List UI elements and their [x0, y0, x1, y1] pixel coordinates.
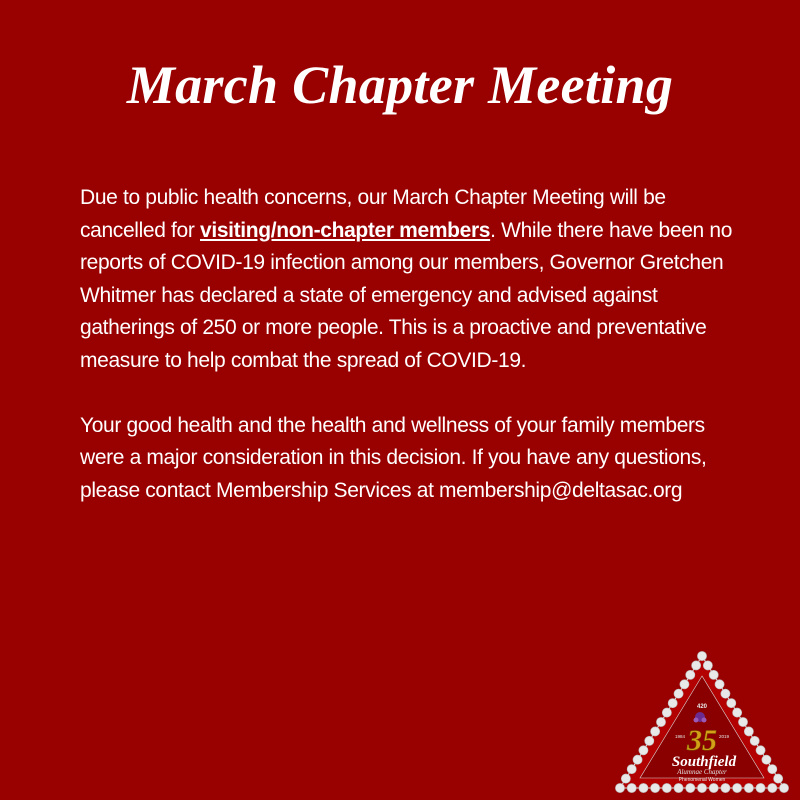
pearl [680, 680, 689, 689]
logo-chapter-name: Southfield [671, 754, 737, 770]
pearl [768, 783, 777, 792]
pearl [651, 783, 660, 792]
chapter-logo [612, 650, 792, 795]
emphasized-audience: visiting/non-chapter members [200, 218, 491, 242]
pearl [692, 661, 701, 670]
paragraph-cancellation-rest: . While there have been no reports of COVID-19 infection among our members, Governor Gretchen Whitmer has declared a state of emergency and advised against gatherings of 250 or more people. This is a proactive and preventative measure to help combat the spread of COVID-19. [80, 218, 733, 372]
pearl [639, 783, 648, 792]
pearl [750, 736, 759, 745]
pearl [697, 783, 706, 792]
pearl [651, 727, 660, 736]
logo-tagline: Phenomenal Women [678, 777, 726, 783]
pearl [709, 783, 718, 792]
pearl [721, 689, 730, 698]
pearl [756, 783, 765, 792]
pearl [639, 746, 648, 755]
pearl [621, 774, 630, 783]
pearl [686, 670, 695, 679]
pearl [703, 661, 712, 670]
paragraph-contact: Your good health and the health and wellness of your family members were a major consideration in this decision. If you have any questions, please contact Membership Services at membership@deltasac.org [80, 413, 707, 502]
logo-years-right: 2019 [718, 734, 730, 739]
pearl [662, 708, 671, 717]
pearl [744, 783, 753, 792]
announcement-body [80, 182, 740, 507]
pearl [686, 783, 695, 792]
pearl [633, 755, 642, 764]
pearl [733, 783, 742, 792]
paragraph-cancellation [80, 182, 740, 377]
logo-anniversary-number: 35 [687, 724, 717, 757]
pearl [627, 765, 636, 774]
pearl [668, 699, 677, 708]
logo-script-line: Alumnae Chapter [677, 768, 727, 776]
logo-top-number: 420 [696, 704, 708, 710]
pearl [744, 727, 753, 736]
pearl [709, 670, 718, 679]
pearl [774, 774, 783, 783]
page-title: March Chapter Meeting [126, 55, 674, 115]
pearl [656, 717, 665, 726]
logo-years-left: 1984 [674, 734, 686, 739]
pearl [662, 783, 671, 792]
pearl [645, 736, 654, 745]
pearl [727, 699, 736, 708]
pearl [615, 783, 624, 792]
paragraph-cancellation-intro: Due to public health concerns, our March Chapter Meeting will be cancelled for [80, 186, 666, 242]
pearl [674, 689, 683, 698]
pearl [721, 783, 730, 792]
pearl [715, 680, 724, 689]
pearl [762, 755, 771, 764]
pearl [779, 783, 788, 792]
pearl [674, 783, 683, 792]
pearl [768, 765, 777, 774]
pearl [738, 717, 747, 726]
pearl [756, 746, 765, 755]
pearl [733, 708, 742, 717]
pearl [627, 783, 636, 792]
pearl [697, 651, 706, 660]
